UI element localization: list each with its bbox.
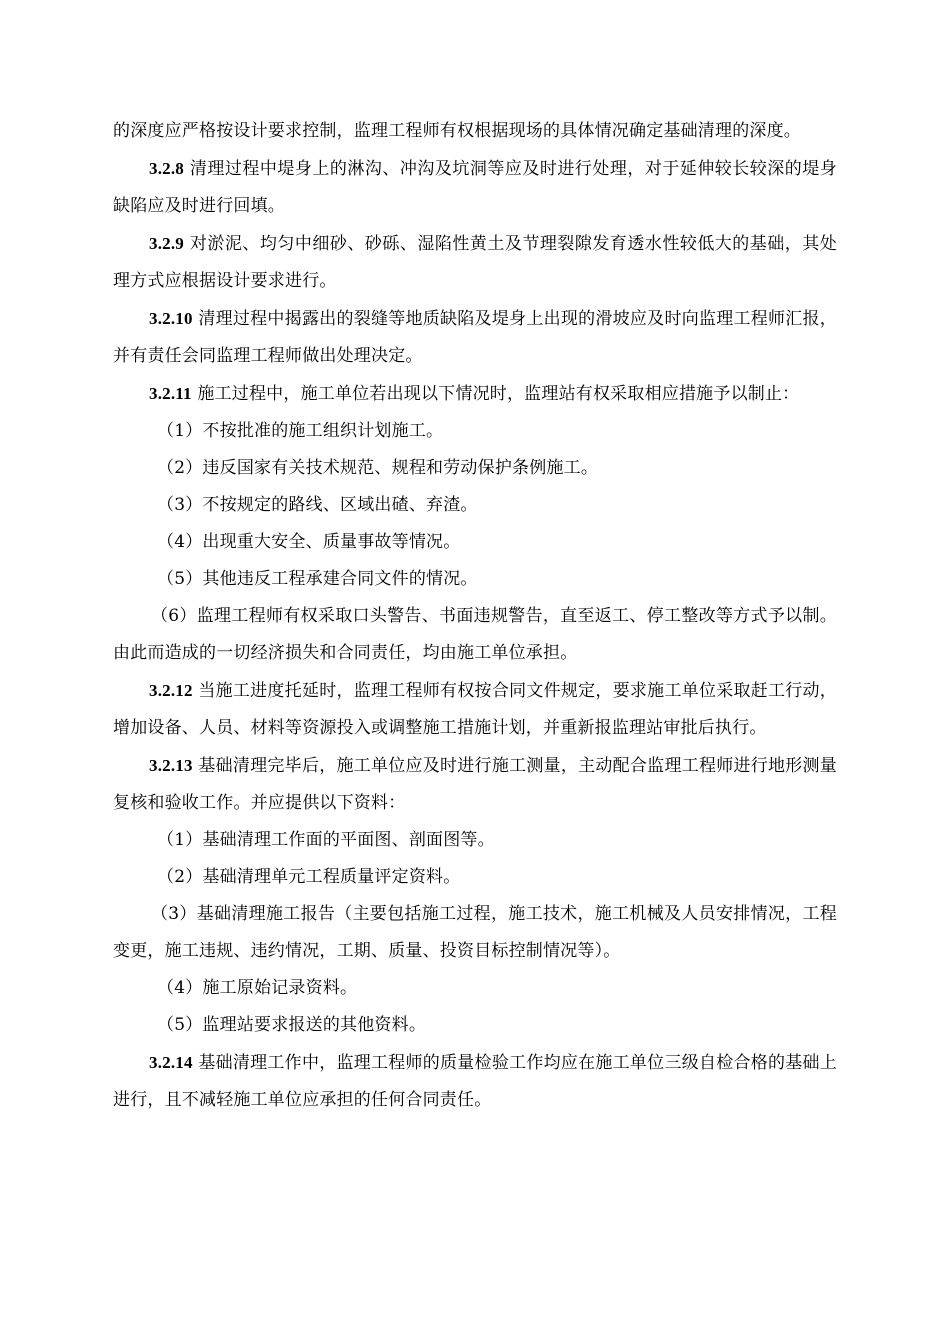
clause-number: 3.2.13 bbox=[149, 756, 193, 775]
list-item: （4）出现重大安全、质量事故等情况。 bbox=[157, 532, 461, 552]
list-item: （5）其他违反工程承建合同文件的情况。 bbox=[157, 569, 478, 589]
clause-text: 当施工进度托延时，监理工程师有权按合同文件规定，要求施工单位采取赶工行动，增加设备、人员、材料等资源投入或调整施工措施计划，并重新报监理站审批后执行。 bbox=[113, 681, 837, 738]
list-item: （5）监理站要求报送的其他资料。 bbox=[157, 1015, 427, 1035]
clause-text: 基础清理工作中，监理工程师的质量检验工作均应在施工单位三级自检合格的基础上进行，且不减轻施工单位应承担的任何合同责任。 bbox=[113, 1053, 837, 1110]
list-item: （1）不按批准的施工组织计划施工。 bbox=[157, 421, 444, 441]
document-page bbox=[113, 113, 837, 1119]
list-item-6: （6）监理工程师有权采取口头警告、书面违规警告，直至返工、停工整改等方式予以制。由此而造成的一切经济损失和合同责任，均由施工单位承担。 bbox=[113, 606, 837, 663]
clause-number: 3.2.10 bbox=[149, 309, 193, 328]
clause-text: 对淤泥、均匀中细砂、砂砾、湿陷性黄土及节理裂隙发育透水性较低大的基础，其处理方式应根据设计要求进行。 bbox=[113, 234, 837, 291]
clause-number: 3.2.12 bbox=[149, 681, 193, 700]
clause-3-2-14 bbox=[113, 1044, 837, 1119]
paragraph-continuation: 的深度应严格按设计要求控制，监理工程师有权根据现场的具体情况确定基础清理的深度。 bbox=[113, 121, 801, 141]
clause-text: 清理过程中揭露出的裂缝等地质缺陷及堤身上出现的滑坡应及时向监理工程师汇报，并有责任会同监理工程师做出处理决定。 bbox=[113, 309, 837, 366]
clause-number: 3.2.11 bbox=[149, 384, 192, 403]
list-item: （4）施工原始记录资料。 bbox=[157, 978, 358, 998]
list-item: （2）基础清理单元工程质量评定资料。 bbox=[157, 867, 461, 887]
clause-text: 基础清理完毕后，施工单位应及时进行施工测量，主动配合监理工程师进行地形测量复核和验收工作。并应提供以下资料： bbox=[113, 756, 837, 813]
clause-3-2-8 bbox=[113, 150, 837, 225]
clause-number: 3.2.8 bbox=[149, 159, 184, 178]
clause-number: 3.2.14 bbox=[149, 1053, 193, 1072]
clause-3-2-12 bbox=[113, 672, 837, 747]
clause-text: 施工过程中，施工单位若出现以下情况时，监理站有权采取相应措施予以制止： bbox=[197, 384, 800, 404]
clause-3-2-11 bbox=[113, 375, 837, 413]
clause-3-2-13 bbox=[113, 747, 837, 822]
clause-3-2-10 bbox=[113, 300, 837, 375]
clause-3-2-9 bbox=[113, 225, 837, 300]
list-item: （2）违反国家有关技术规范、规程和劳动保护条例施工。 bbox=[157, 458, 599, 478]
clause-number: 3.2.9 bbox=[149, 234, 184, 253]
list-item: （1）基础清理工作面的平面图、剖面图等。 bbox=[157, 830, 495, 850]
list-item: （3）不按规定的路线、区域出碴、弃渣。 bbox=[157, 495, 478, 515]
clause-text: 清理过程中堤身上的淋沟、冲沟及坑洞等应及时进行处理，对于延伸较长较深的堤身缺陷应及时进行回填。 bbox=[113, 159, 837, 216]
list-item-3-report: （3）基础清理施工报告（主要包括施工过程，施工技术，施工机械及人员安排情况，工程变更，施工违规、违约情况，工期、质量、投资目标控制情况等）。 bbox=[113, 904, 837, 961]
